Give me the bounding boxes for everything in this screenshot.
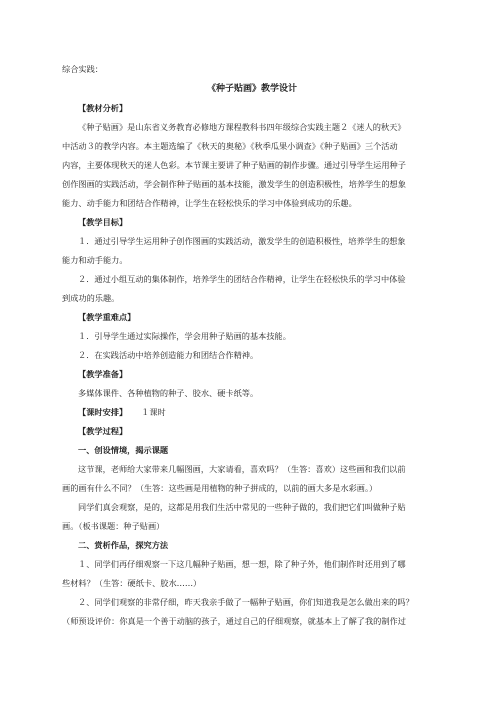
step1-line: 这节课，老师给大家带来几幅图画，大家请看，喜欢吗？（生答：喜欢）这些画和我们以前 (78, 464, 406, 474)
key-point-line: ２．在实践活动中培养创造能力和团结合作精神。 (78, 350, 259, 360)
time-heading: 【课时安排】 (78, 407, 128, 417)
analysis-line: 创作图画的实践活动，学会制作种子贴画的基本技能，激发学生的创造积极性，培养学生的想象 (62, 179, 406, 189)
step2-heading: 二、赏析作品，探究方法 (78, 540, 169, 550)
key-points-heading: 【教学重难点】 (78, 312, 136, 322)
step1-line: 画。（板书课题：种子贴画） (62, 521, 165, 531)
analysis-line: 中活动３的教学内容。本主题选编了《秋天的奥秘》《秋季瓜果小调查》《种子贴画》三个活动 (62, 141, 398, 151)
analysis-line: 内容，主要体现秋天的迷人色彩。本节课主要讲了种子贴画的制作步骤。通过引导学生运用种子 (62, 160, 406, 170)
step2-line: １、同学们再仔细观察一下这几幅种子贴画，想一想，除了种子外，他们制作时还用到了哪 (78, 559, 406, 569)
prep-heading: 【教学准备】 (78, 369, 128, 379)
prep-line: 多媒体课件、各种植物的种子、胶水、硬卡纸等。 (78, 388, 259, 398)
document-body (62, 60, 442, 631)
step1-heading: 一、创设情境，揭示课题 (78, 445, 169, 455)
doc-label: 综合实践： (62, 64, 103, 74)
step2-line: （师预设评价：你真是一个善于动脑的孩子，通过自己的仔细观察，就基本上了解了我的制作过 (62, 616, 406, 626)
key-point-line: １．引导学生通过实际操作，学会用种子贴画的基本技能。 (78, 331, 291, 341)
step2-line: ２、同学们观察的非常仔细，昨天我亲手做了一幅种子贴画，你们知道我是怎么做出来的吗？ (78, 597, 414, 607)
goals-line: 到成功的乐趣。 (62, 293, 120, 303)
goals-heading: 【教学目标】 (78, 217, 128, 227)
goals-line: 能力和动手能力。 (62, 255, 128, 265)
analysis-heading: 【教材分析】 (78, 103, 128, 113)
analysis-line: 能力、动手能力和团结合作精神，让学生在轻松快乐的学习中体验到成功的乐趣。 (62, 198, 357, 208)
step1-line: 同学们真会观察，是的，这都是用我们生活中常见的一些种子做的，我们把它们叫做种子贴 (78, 502, 406, 512)
step1-line: 画的画有什么不同？（生答：这些画是用植物的种子拼成的，以前的画大多是水彩画。） (62, 483, 378, 493)
time-value: １课时 (141, 407, 166, 417)
doc-title: 《种子贴画》教学设计 (206, 84, 297, 94)
goals-line: ２．通过小组互动的集体制作，培养学生的团结合作精神，让学生在轻松快乐的学习中体验 (78, 274, 406, 284)
process-heading: 【教学过程】 (78, 426, 128, 436)
step2-line: 些材料？（生答：硬纸卡、胶水……） (62, 578, 202, 588)
time-row (62, 403, 442, 422)
goals-line: １．通过引导学生运用种子创作图画的实践活动，激发学生的创造积极性，培养学生的想象 (78, 236, 406, 246)
analysis-line: 《种子贴画》是山东省义务教育必修地方课程教科书四年级综合实践主题２《迷人的秋天》 (78, 122, 406, 132)
